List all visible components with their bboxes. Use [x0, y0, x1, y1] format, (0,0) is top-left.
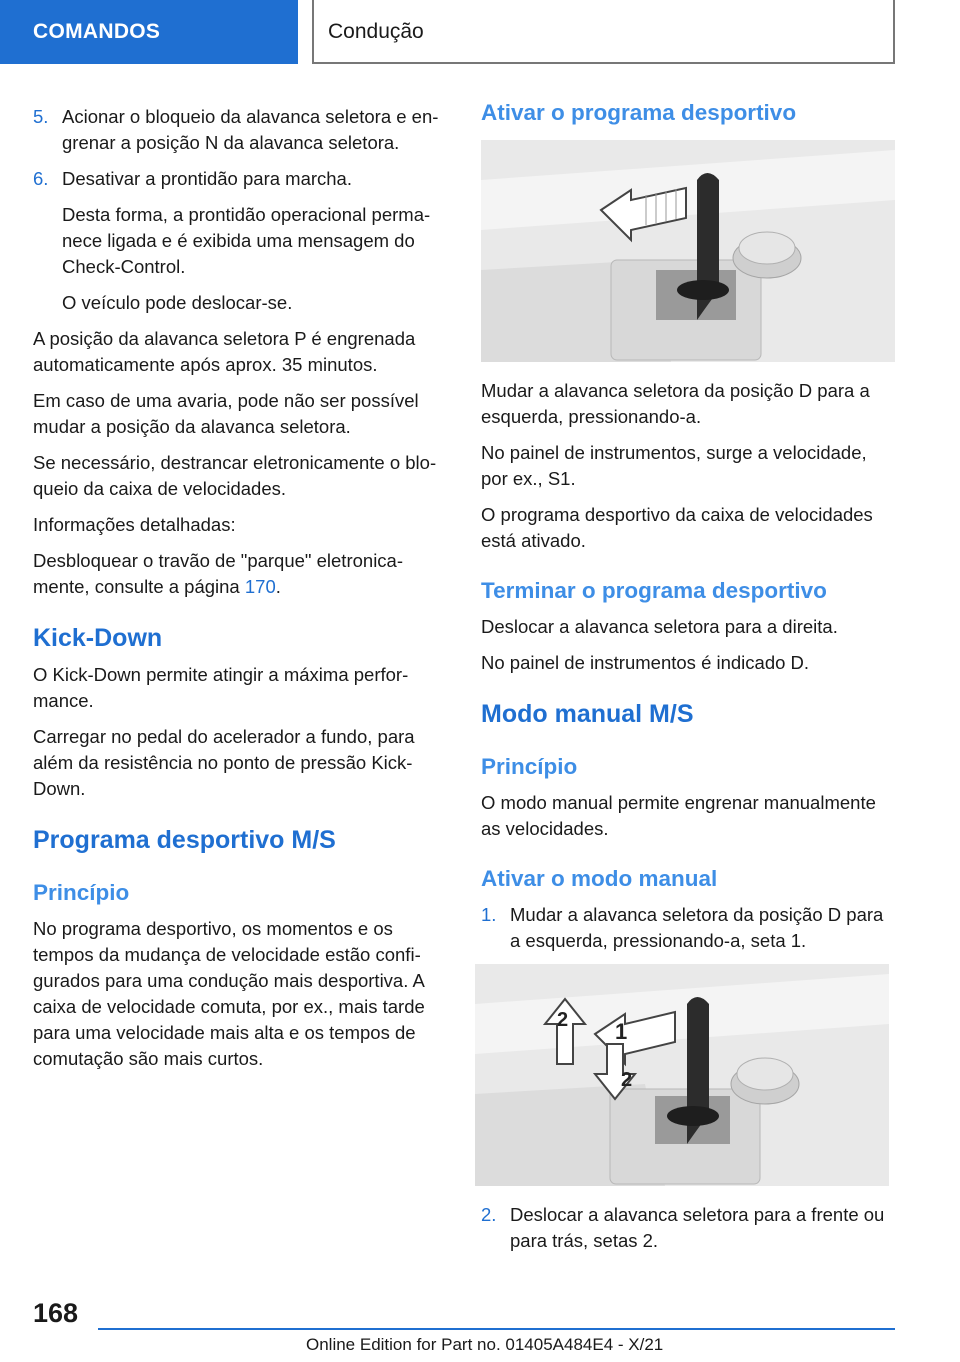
kickdown-heading: Kick-Down [33, 624, 163, 652]
paragraph: Se necessário, destrancar eletronicamente o bloqueio da caixa de velocidades. [33, 452, 437, 499]
manual-mode-heading: Modo manual M/S [481, 700, 694, 728]
step-text: Acionar o bloqueio da alavanca seletora e engrenar a posição N da alavanca seletora. [62, 106, 439, 153]
section-tab: COMANDOS [0, 0, 298, 64]
paragraph: No programa desportivo, os momentos e os tempos da mudança de velocidade estão configurados para uma condução mais desportiva. A caixa de velocidade comuta, por ex., mais tarde para uma velocidade mais alta e os tempos de comutação são mais curtos. [33, 918, 425, 1069]
manual-principle-heading: Princípio [481, 754, 578, 779]
right-column [481, 100, 897, 1264]
paragraph: O modo manual permite engrenar manualmente as velocidades. [481, 792, 876, 839]
paragraph: O Kick-Down permite atingir a máxima performance. [33, 664, 409, 711]
step-number: 6. [33, 168, 49, 189]
paragraph-text: Desbloquear o travão de "parque" eletronicamente, consulte a página [33, 550, 404, 597]
paragraph: A posição da alavanca seletora P é engrenada automaticamente após aprox. 35 minutos. [33, 328, 416, 375]
step-note: O veículo pode deslocar-se. [62, 292, 293, 313]
manual-step-1 [481, 902, 897, 954]
sport-program-heading: Programa desportivo M/S [33, 826, 336, 854]
left-column [33, 104, 449, 1082]
step-5 [33, 104, 449, 156]
terminate-sport-heading: Terminar o programa desportivo [481, 578, 827, 603]
selector-lever-illustration [481, 140, 895, 362]
figure-selector-lever [481, 140, 895, 362]
step-text: Desativar a prontidão para marcha. [62, 168, 352, 189]
paragraph-end: . [275, 576, 281, 597]
chapter-title: Condução [312, 0, 895, 64]
paragraph: No painel de instrumentos, surge a velocidade, por ex., S1. [481, 442, 867, 489]
manual-shift-illustration [475, 964, 889, 1186]
arrow-label-2-down: 2 [621, 1069, 633, 1091]
edition-text: Online Edition for Part no. 01405A484E4 - X/21 [306, 1335, 664, 1354]
paragraph: Mudar a alavanca seletora da posição D para a esquerda, pressionando-a. [481, 380, 870, 427]
step-number: 5. [33, 106, 49, 127]
arrow-label-1: 1 [615, 1019, 628, 1044]
paragraph: O programa desportivo da caixa de velocidades está ativado. [481, 504, 873, 551]
page-number: 168 [33, 1298, 79, 1328]
paragraph: Deslocar a alavanca seletora para a direita. [481, 616, 838, 637]
paragraph: Carregar no pedal do acelerador a fundo, para além da resistência no ponto de pressão Kick-Down. [33, 726, 415, 799]
arrow-label-2-up: 2 [557, 1009, 569, 1031]
step-6 [33, 166, 449, 192]
paragraph-with-link [33, 548, 449, 600]
step-number: 1. [481, 904, 497, 925]
manual-step-2 [481, 1202, 897, 1254]
paragraph: Em caso de uma avaria, pode não ser possível mudar a posição da alavanca seletora. [33, 390, 419, 437]
page-link[interactable]: 170 [244, 576, 276, 597]
activate-manual-heading: Ativar o modo manual [481, 866, 718, 891]
footer-divider [98, 1328, 895, 1330]
paragraph: No painel de instrumentos é indicado D. [481, 652, 810, 673]
step-number: 2. [481, 1204, 497, 1225]
paragraph: Informações detalhadas: [33, 514, 236, 535]
activate-sport-heading: Ativar o programa desportivo [481, 100, 797, 125]
step-text: Deslocar a alavanca seletora para a frente ou para trás, setas 2. [510, 1204, 885, 1251]
principle-heading: Princípio [33, 880, 130, 905]
step-note: Desta forma, a prontidão operacional permanece ligada e é exibida uma mensagem do Check-Control. [62, 204, 431, 277]
figure-manual-shift [475, 964, 889, 1186]
step-text: Mudar a alavanca seletora da posição D para a esquerda, pressionando-a, seta 1. [510, 904, 884, 951]
